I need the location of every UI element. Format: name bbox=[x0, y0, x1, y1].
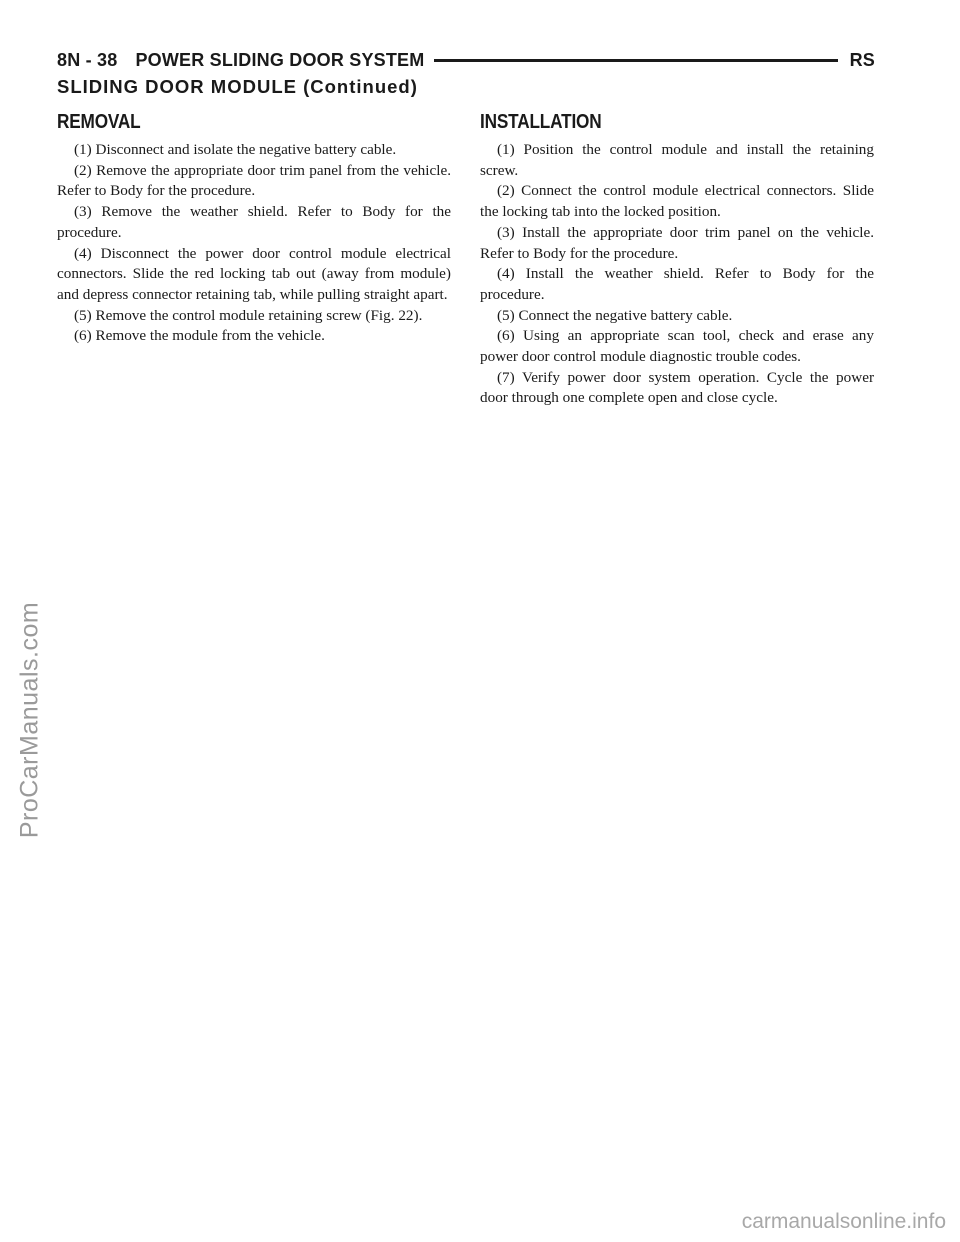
installation-section bbox=[480, 110, 874, 409]
installation-step: (5) Connect the negative battery cable. bbox=[497, 306, 733, 324]
removal-step: (3) Remove the weather shield. Refer to Body for the procedure. bbox=[57, 203, 451, 241]
installation-step: (3) Install the appropriate door trim panel on the vehicle. Refer to Body for the procedure. bbox=[480, 223, 874, 262]
removal-step: (4) Disconnect the power door control module electrical connectors. Slide the red locking tab out (away from module) and depress connector retaining tab, while pulling straight apart. bbox=[57, 244, 451, 303]
installation-step: (6) Using an appropriate scan tool, check and erase any power door control module diagnostic trouble codes. bbox=[480, 327, 874, 366]
page-header bbox=[57, 48, 875, 72]
model-code: RS bbox=[849, 49, 875, 70]
removal-step: (1) Disconnect and isolate the negative battery cable. bbox=[74, 141, 397, 158]
section-title: POWER SLIDING DOOR SYSTEM bbox=[135, 49, 425, 70]
continued-title: SLIDING DOOR MODULE (Continued) bbox=[57, 76, 418, 97]
removal-step: (6) Remove the module from the vehicle. bbox=[74, 327, 325, 345]
removal-step: (2) Remove the appropriate door trim panel from the vehicle. Refer to Body for the procedure. bbox=[57, 161, 451, 200]
installation-heading: INSTALLATION bbox=[480, 111, 602, 133]
installation-step: (4) Install the weather shield. Refer to Body for the procedure. bbox=[480, 265, 874, 303]
side-watermark: ProCarManuals.com bbox=[15, 601, 44, 839]
page-number: 8N - 38 bbox=[57, 49, 118, 70]
bottom-watermark: carmanualsonline.info bbox=[741, 1210, 946, 1233]
removal-section bbox=[57, 110, 451, 347]
installation-step: (2) Connect the control module electrical connectors. Slide the locking tab into the locked position. bbox=[480, 182, 874, 221]
removal-step: (5) Remove the control module retaining screw (Fig. 22). bbox=[74, 306, 423, 324]
header-rule bbox=[434, 59, 837, 62]
installation-step: (1) Position the control module and install the retaining screw. bbox=[480, 141, 874, 179]
removal-heading: REMOVAL bbox=[57, 111, 141, 133]
installation-step: (7) Verify power door system operation. Cycle the power door through one complete open and close cycle. bbox=[480, 368, 874, 407]
